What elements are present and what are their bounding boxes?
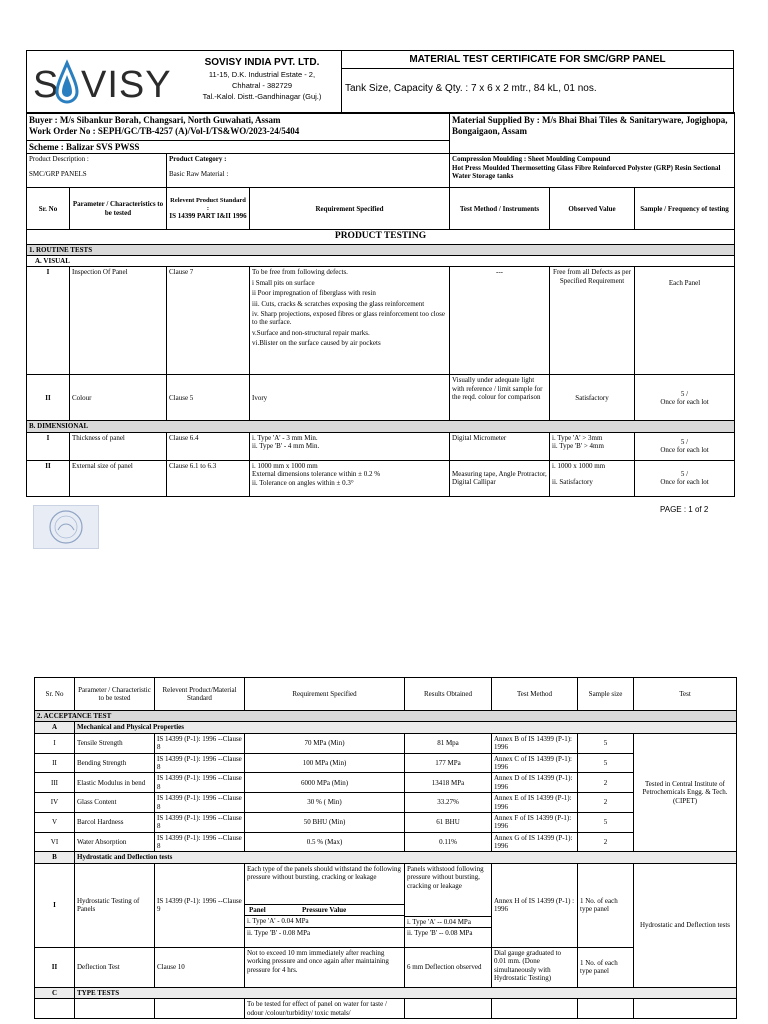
row-param: Colour [70,375,167,421]
row-sr: II [35,947,75,987]
row-result: 13418 MPa [405,773,492,793]
row-sr: II [27,460,70,496]
row-param: Elastic Modulus in bend [75,773,155,793]
row-requirement: 30 % ( Min) [245,793,405,813]
sample-count: 5 / [680,437,689,446]
row-observed: Free from all Defects as per Specified Requirement [550,267,635,375]
row-param: Water Absorption [75,832,155,852]
row-requirement [250,267,450,375]
row-sample: 1 No. of each type panel [578,863,634,947]
row-sample: 5 [578,812,634,832]
row-sr: I [35,863,75,947]
svg-text:VISY: VISY [81,64,172,106]
visual-heading: A. VISUAL [27,256,735,267]
result-intro: Panels withstood following pressure without bursting, cracking or leakage [407,864,484,890]
certificate-title-block [341,51,733,113]
row-sample: 2 [578,793,634,813]
col-standard-value: IS 14399 PART I&II 1996 [169,212,247,221]
col-method: Test Method [492,678,578,711]
row-sample [635,460,735,496]
observed-line: i. 1000 x 1000 mm [552,461,606,470]
row-param: Barcol Hardness [75,812,155,832]
row-requirement: 100 MPa (Min) [245,753,405,773]
buyer-block [27,113,450,141]
row-method: Measuring tape, Angle Protractor, Digital Callipar [450,460,550,496]
row-requirement: Not to exceed 10 mm immediately after reaching working pressure and once again after maintaining pressure for 4 hrs. [245,947,405,987]
page1-table [26,112,735,497]
col-parameter: Parameter / Characteristic to be tested [75,678,155,711]
row-param: Bending Strength [75,753,155,773]
row-sr: V [35,812,75,832]
row-observed [550,432,635,460]
row-param: Deflection Test [75,947,155,987]
hydro-test-label: Hydrostatic and Deflection tests [634,863,737,987]
row-method [492,999,578,1019]
row-sr: I [27,432,70,460]
mech-test-location: Tested in Central Institute of Petrochemicals Engg. & Tech. (CIPET) [634,733,737,852]
process-block [450,154,735,188]
tank-size: Tank Size, Capacity & Qty. : 7 x 6 x 2 mtr., 84 kL, 01 nos. [345,83,597,94]
requirement-intro: Each type of the panels should withstand the following pressure without bursting, cracking or leakage [247,864,401,882]
row-param: Tensile Strength [75,733,155,753]
product-category [167,154,450,188]
product-description [27,154,167,188]
defect-item: v.Surface and non-structural repair marks. [252,328,370,337]
row-standard: IS 14399 (P-1): 1996 --Clause 9 [155,863,245,947]
company-address-1: 11-15, D.K. Industrial Estate - 2, [208,70,316,79]
sample-count: 5 / [680,389,689,398]
observed-line: ii. Type 'B' > 4mm [552,442,604,451]
row-standard: Clause 10 [155,947,245,987]
col-parameter: Parameter / Characteristics to be tested [70,188,167,230]
company-address-2: Chhatral - 382729 [231,81,293,90]
row-sample: Each Panel [635,267,735,375]
row-method: --- [450,267,550,375]
row-param: External size of panel [70,460,167,496]
row-requirement [245,863,405,947]
row-requirement: Ivory [250,375,450,421]
row-standard: IS 14399 (P-1): 1996 --Clause 8 [155,733,245,753]
requirement-line: i. Type 'A' - 3 mm Min. [252,433,318,442]
row-sr: II [27,375,70,421]
row-requirement [250,460,450,496]
requirement-line: i. 1000 mm x 1000 mm [252,461,318,470]
pressure-header [245,904,404,915]
material-supplied: Material Supplied By : M/s Bhai Bhai Tiles & Sanitaryware, Jogighopa, Bongaigaon, Assam [450,113,735,154]
row-sample [635,375,735,421]
page-number: PAGE : 1 of 2 [660,505,709,514]
pressure-type-b: ii. Type 'B' - 0.08 MPa [245,927,404,938]
defect-item: ii Poor impregnation of fiberglass with resin [252,289,376,298]
section-a-heading: Mechanical and Physical Properties [75,722,737,733]
row-sample [635,432,735,460]
product-description-label: Product Description : [29,155,89,164]
product-testing-heading: PRODUCT TESTING [27,230,735,244]
observed-line: i. Type 'A' > 3mm [552,433,603,442]
section-letter: C [35,987,75,998]
row-clause: Clause 6.1 to 6.3 [167,460,250,496]
row-standard: IS 14399 (P-1): 1996 --Clause 8 [155,753,245,773]
row-method: Annex C of IS 14399 (P-1): 1996 [492,753,578,773]
col-sample-size: Sample size [578,678,634,711]
pressure-value-header: Pressure Value [302,905,347,914]
row-sample: 2 [578,832,634,852]
row-method: Dial gauge graduated to 0.01 mm. (Done simultaneously with Hydrostatic Testing) [492,947,578,987]
row-sr: II [35,753,75,773]
defect-item: vi.Blister on the surface caused by air pockets [252,339,381,348]
col-sr-no: Sr. No [27,188,70,230]
row-result: 61 BHU [405,812,492,832]
requirement-line: ii. Tolerance on angles within ± 0.3° [252,478,354,487]
row-sr: I [35,733,75,753]
row-requirement: 70 MPa (Min) [245,733,405,753]
section-b-heading: Hydrostatic and Deflection tests [75,852,737,863]
certificate-header [26,50,734,114]
result-type-a: i. Type 'A' -- 0.04 MPa [405,916,491,927]
row-sample: 5 [578,753,634,773]
defect-item: iii. Cuts, cracks & scratches exposing the glass reinforcement [252,299,425,308]
result-type-b: ii. Type 'B' -- 0.08 MPa [405,927,491,938]
col-standard: Relevent Product/Material Standard [155,678,245,711]
row-method: Visually under adequate light with reference / limit sample for the reqd. colour for comparison [450,375,550,421]
sample-frequency: Once for each lot [660,446,709,455]
section-c-heading: TYPE TESTS [75,987,737,998]
requirement-line: External dimensions tolerance within ± 0.2 % [252,470,381,479]
col-standard [167,188,250,230]
row-result: 177 MPa [405,753,492,773]
row-method: Annex H of IS 14399 (P-1) : 1996 [492,863,578,947]
row-param: Inspection Of Panel [70,267,167,375]
pressure-type-a: i. Type 'A' - 0.04 MPa [245,915,404,926]
row-result [405,863,492,947]
watermark-stamp [33,505,99,549]
svg-text:S: S [33,64,60,106]
routine-tests-heading: 1. ROUTINE TESTS [27,244,735,255]
product-type: Hot Press Moulded Thermosetting Glass Fibre Reinforced Polyster (GRP) Resin Sectional Water Storage tanks [452,163,721,181]
row-clause: Clause 5 [167,375,250,421]
row-method: Annex E of IS 14399 (P-1): 1996 [492,793,578,813]
row-method: Annex B of IS 14399 (P-1): 1996 [492,733,578,753]
sovisy-logo [31,55,181,110]
certificate-title: MATERIAL TEST CERTIFICATE FOR SMC/GRP PANEL [342,51,733,69]
row-observed: Satisfactory [550,375,635,421]
col-standard-label: Relevent Product Standard : [170,196,246,212]
row-standard: IS 14399 (P-1): 1996 --Clause 8 [155,812,245,832]
row-requirement: To be tested for effect of panel on water for taste / odour /colour/turbidity/ toxic metals/ [245,999,405,1019]
row-observed [550,460,635,496]
panel-header: Panel [249,905,266,914]
row-sample: 2 [578,773,634,793]
company-address-3: Tal.-Kalol. Distt.-Gandhinagar (Guj.) [202,92,322,101]
row-method: Digital Micrometer [450,432,550,460]
row-standard: IS 14399 (P-1): 1996 --Clause 8 [155,793,245,813]
row-method: Annex D of IS 14399 (P-1): 1996 [492,773,578,793]
section-letter: A [35,722,75,733]
col-sample: Sample / Frequency of testing [635,188,735,230]
row-result: 33.27% [405,793,492,813]
row-param: Hydrostatic Testing of Panels [75,863,155,947]
company-name: SOVISY INDIA PVT. LTD. [204,57,320,68]
section-letter: B [35,852,75,863]
row-requirement [250,432,450,460]
sample-count: 5 / [680,469,689,478]
row-requirement: 50 BHU (Min) [245,812,405,832]
col-requirement: Requirement Specified [250,188,450,230]
defect-item: iv. Sharp projections, exposed fibres or glass reinforcement too close to the surface. [252,310,445,327]
page2-table [34,677,737,1019]
requirement-intro: To be free from following defects. [252,268,348,277]
row-test [634,999,737,1019]
row-sr: I [27,267,70,375]
row-result [405,999,492,1019]
defect-item: i Small pits on surface [252,278,315,287]
product-category-label: Product Category : [169,155,227,164]
row-result: 81 Mpa [405,733,492,753]
buyer: Buyer : M/s Sibankur Borah, Changsari, North Guwahati, Assam [29,115,281,125]
row-param [75,999,155,1019]
row-result: 6 mm Deflection observed [405,947,492,987]
observed-line: ii. Satisfactory [552,478,593,487]
col-observed: Observed Value [550,188,635,230]
sample-frequency: Once for each lot [660,397,709,406]
defects-list [252,279,447,348]
row-param: Glass Content [75,793,155,813]
row-sr: VI [35,832,75,852]
row-sr [35,999,75,1019]
row-method: Annex F of IS 14399 (P-1): 1996 [492,812,578,832]
scheme: Scheme : Balizar SVS PWSS [27,140,450,154]
product-description-value: SMC/GRP PANELS [29,169,87,178]
row-sr: III [35,773,75,793]
row-method: Annex G of IS 14399 (P-1): 1996 [492,832,578,852]
requirement-line: ii. Type 'B' - 4 mm Min. [252,442,320,451]
row-param: Thickness of panel [70,432,167,460]
row-standard: IS 14399 (P-1): 1996 --Clause 8 [155,832,245,852]
row-sample: 1 No. of each type panel [578,947,634,987]
process: Compression Moulding : Sheet Moulding Compound [452,155,611,164]
row-result: 0.11% [405,832,492,852]
row-clause: Clause 6.4 [167,432,250,460]
row-standard: IS 14399 (P-1): 1996 --Clause 8 [155,773,245,793]
row-sample: 5 [578,733,634,753]
raw-material-label: Basic Raw Material : [169,169,229,178]
acceptance-heading: 2. ACCEPTANCE TEST [35,711,737,722]
col-test: Test [634,678,737,711]
row-sr: IV [35,793,75,813]
row-clause: Clause 7 [167,267,250,375]
dimensional-heading: B. DIMENSIONAL [27,421,735,432]
col-results: Results Obtained [405,678,492,711]
col-method: Test Method / Instruments [450,188,550,230]
company-block [187,55,337,101]
work-order: Work Order No : SEPH/GC/TB-4257 (A)/Vol-I/TS&WO/2023-24/5404 [29,126,300,137]
col-sr-no: Sr. No [35,678,75,711]
col-requirement: Requirement Specified [245,678,405,711]
row-requirement: 0.5 % (Max) [245,832,405,852]
row-requirement: 6000 MPa (Min) [245,773,405,793]
sample-frequency: Once for each lot [660,478,709,487]
row-standard [155,999,245,1019]
row-sample [578,999,634,1019]
